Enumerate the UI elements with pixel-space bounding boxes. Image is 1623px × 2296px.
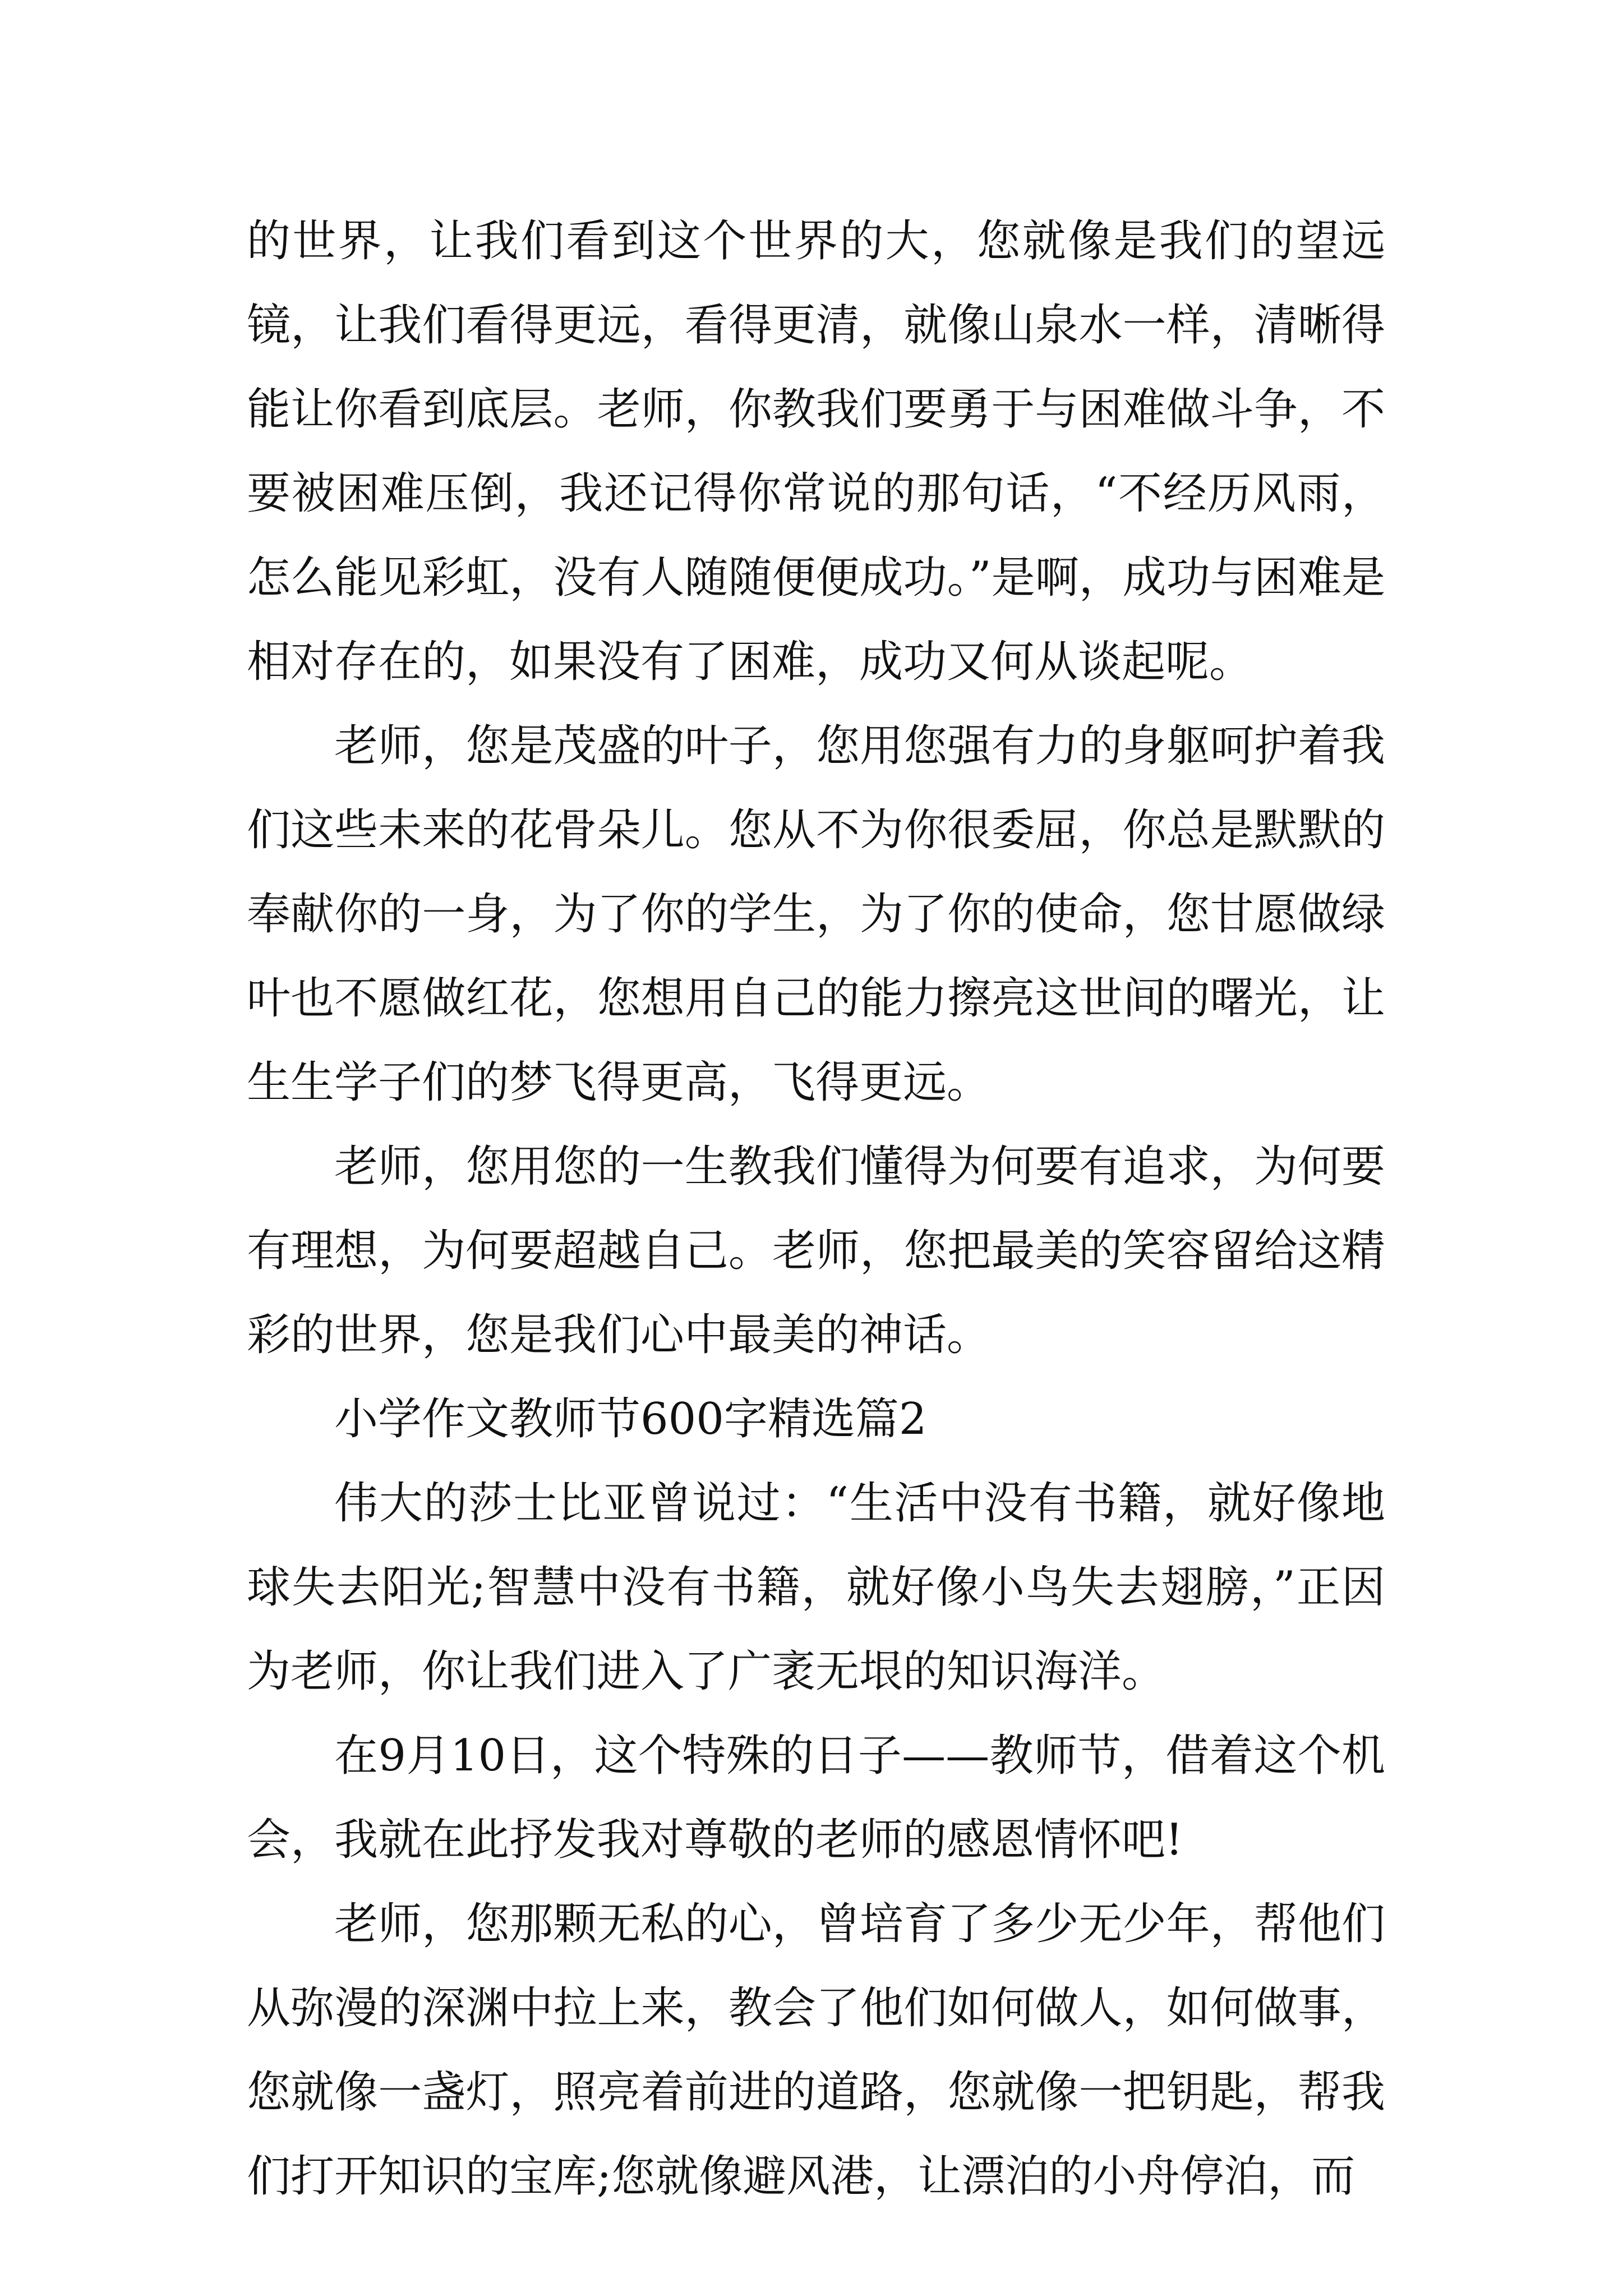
section-heading: 小学作文教师节600字精选篇2	[334, 1394, 927, 1444]
paragraph-3: 老师，您用您的一生教我们懂得为何要有追求，为何要有理想，为何要超越自己。老师，您把最美的笑容留给这精彩的世界，您是我们心中最美的神话。	[247, 1142, 1385, 1360]
paragraph-4: 伟大的莎士比亚曾说过：“生活中没有书籍，就好像地球失去阳光;智慧中没有书籍，就好像小鸟失去翅膀，”正因为老师，你让我们进入了广袤无垠的知识海洋。	[247, 1478, 1385, 1697]
essay-body	[247, 199, 1385, 2219]
paragraph-5: 在9月10日，这个特殊的日子——教师节，借着这个机会，我就在此抒发我对尊敬的老师的感恩情怀吧!	[247, 1731, 1385, 1865]
paragraph-6: 老师，您那颗无私的心，曾培育了多少无少年，帮他们从弥漫的深渊中拉上来，教会了他们如何做人，如何做事，您就像一盏灯，照亮着前进的道路，您就像一把钥匙，帮我们打开知识的宝库;您就像避风港，让漂泊的小舟停泊，而	[247, 1899, 1385, 2202]
paragraph-1: 的世界，让我们看到这个世界的大，您就像是我们的望远镜，让我们看得更远，看得更清，就像山泉水一样，清晰得能让你看到底层。老师，你教我们要勇于与困难做斗争，不要被困难压倒，我还记得你常说的那句话，“不经历风雨，怎么能见彩虹，没有人随随便便成功。”是啊，成功与困难是相对存在的，如果没有了困难，成功又何从谈起呢。	[247, 216, 1385, 687]
paragraph-2: 老师，您是茂盛的叶子，您用您强有力的身躯呵护着我们这些未来的花骨朵儿。您从不为你很委屈，你总是默默的奉献你的一身，为了你的学生，为了你的使命，您甘愿做绿叶也不愿做红花，您想用自己的能力擦亮这世间的曙光，让生生学子们的梦飞得更高，飞得更远。	[247, 721, 1385, 1108]
